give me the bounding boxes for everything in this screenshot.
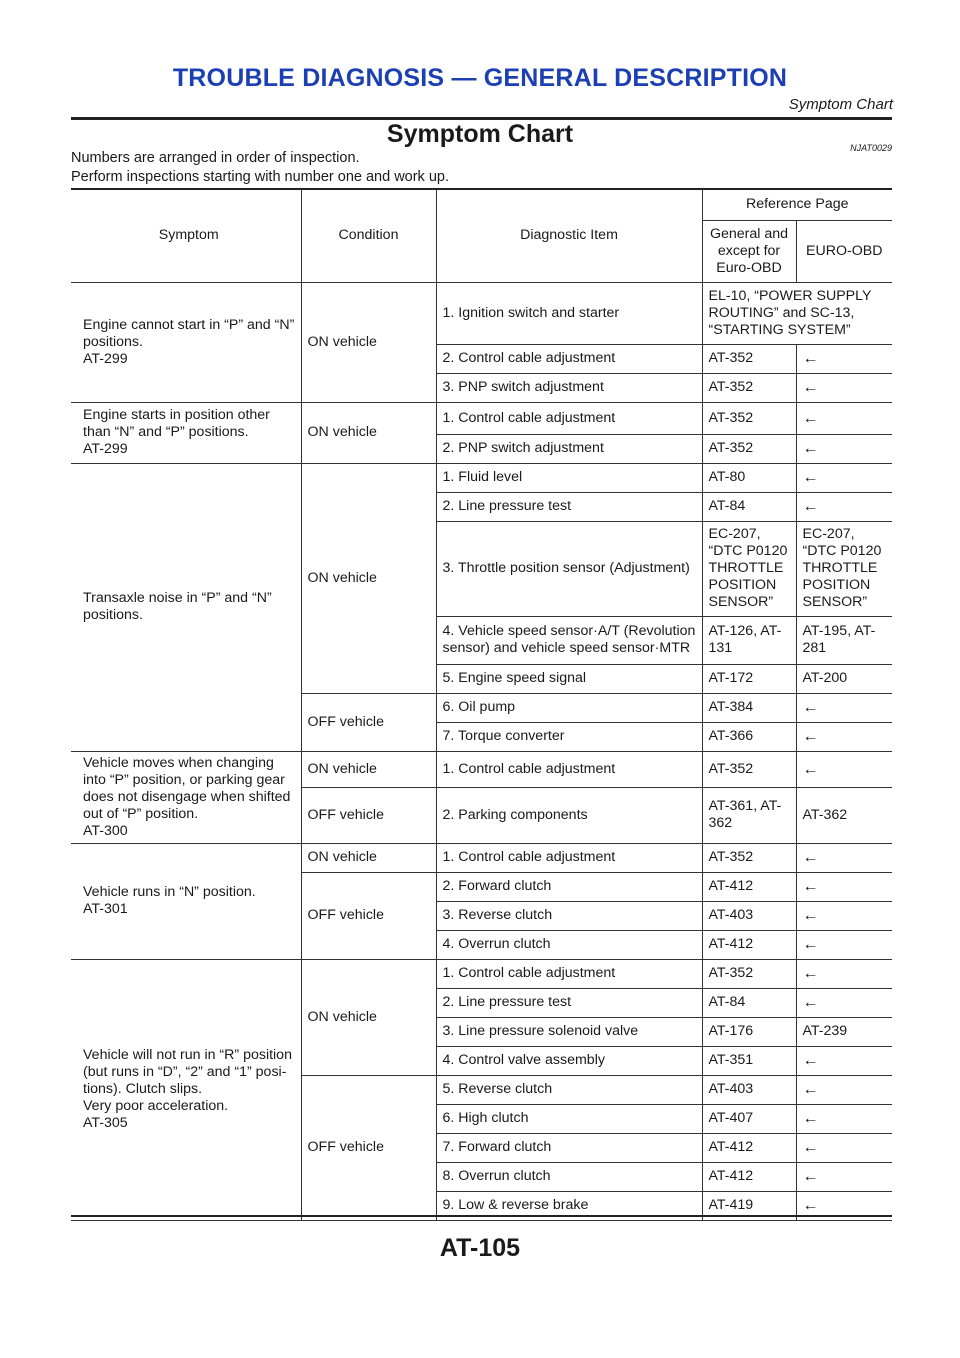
general-ref-cell: AT-80 [702,463,796,492]
general-ref-cell: EC-207, “DTC P0120 THROTTLE POSITION SENSOR” [702,521,796,616]
euro-obd-ref-cell: AT-200 [796,664,892,693]
euro-obd-ref-cell: ← [796,901,892,930]
euro-obd-ref-cell: ← [796,434,892,463]
diagnostic-item-cell: 1. Control cable adjustment [436,959,702,988]
general-ref-cell: AT-412 [702,1162,796,1191]
diagnostic-item-cell: 4. Vehicle speed sensor·A/T (Revolution sensor) and vehicle speed sensor·MTR [436,616,702,664]
diagnostic-item-cell: 5. Engine speed signal [436,664,702,693]
diagnostic-item-cell: 1. Control cable adjustment [436,751,702,787]
euro-obd-ref-cell: ← [796,492,892,521]
condition-cell: ON vehicle [301,959,436,1075]
symptom-cell: Engine starts in position other than “N” and “P” positions. AT-299 [71,402,301,463]
general-ref-cell: AT-366 [702,722,796,751]
diagnostic-item-cell: 1. Ignition switch and starter [436,282,702,344]
diagnostic-item-cell: 9. Low & reverse brake [436,1191,702,1220]
diagnostic-item-cell: 5. Reverse clutch [436,1075,702,1104]
diagnostic-item-cell: 1. Fluid level [436,463,702,492]
euro-obd-ref-cell: ← [796,988,892,1017]
general-ref-cell: AT-176 [702,1017,796,1046]
diagnostic-item-cell: 3. Throttle position sensor (Adjustment) [436,521,702,616]
header-condition: Condition [301,190,436,282]
general-ref-cell: AT-412 [702,1133,796,1162]
general-ref-cell: AT-352 [702,959,796,988]
diagnostic-item-cell: 2. PNP switch adjustment [436,434,702,463]
diagnostic-item-cell: 2. Parking components [436,787,702,843]
diagnostic-item-cell: 2. Line pressure test [436,492,702,521]
general-ref-cell: AT-407 [702,1104,796,1133]
general-ref-cell: AT-352 [702,344,796,373]
euro-obd-ref-cell: ← [796,1104,892,1133]
diagnostic-item-cell: 1. Control cable adjustment [436,402,702,434]
diagnostic-item-cell: 2. Control cable adjustment [436,344,702,373]
table-row [71,959,892,988]
euro-obd-ref-cell: AT-362 [796,787,892,843]
euro-obd-ref-cell: ← [796,1075,892,1104]
diagnostic-item-cell: 6. High clutch [436,1104,702,1133]
general-ref-cell: AT-403 [702,1075,796,1104]
section-title: Symptom Chart [386,120,574,148]
condition-cell: OFF vehicle [301,787,436,843]
general-ref-cell: AT-126, AT-131 [702,616,796,664]
euro-obd-ref-cell: ← [796,872,892,901]
table-row [71,282,892,344]
condition-cell: OFF vehicle [301,693,436,751]
general-ref-cell: AT-403 [702,901,796,930]
euro-obd-ref-cell: ← [796,843,892,872]
symptom-cell: Vehicle moves when changing into “P” position, or parking gear does not disengage when shifted out of “P” position. AT-300 [71,751,301,843]
diagnostic-item-cell: 4. Control valve assembly [436,1046,702,1075]
diagnostic-item-cell: 2. Forward clutch [436,872,702,901]
euro-obd-ref-cell: ← [796,1133,892,1162]
general-ref-cell: AT-361, AT-362 [702,787,796,843]
general-ref-cell: AT-412 [702,930,796,959]
general-ref-cell: AT-352 [702,843,796,872]
diagnostic-item-cell: 2. Line pressure test [436,988,702,1017]
euro-obd-ref-cell: ← [796,463,892,492]
condition-cell: ON vehicle [301,463,436,693]
symptom-cell: Vehicle will not run in “R” position (but runs in “D”, “2” and “1” posi-tions). Clutch slips. Very poor acceleration. AT-305 [71,959,301,1220]
euro-obd-ref-cell: ← [796,722,892,751]
table-row [71,843,892,872]
symptom-cell: Vehicle runs in “N” position. AT-301 [71,843,301,959]
euro-obd-ref-cell: ← [796,402,892,434]
euro-obd-ref-cell: EC-207, “DTC P0120 THROTTLE POSITION SENSOR” [796,521,892,616]
general-ref-cell: AT-84 [702,988,796,1017]
general-ref-cell: AT-351 [702,1046,796,1075]
diagnostic-item-cell: 6. Oil pump [436,693,702,722]
diagnostic-item-cell: 3. Line pressure solenoid valve [436,1017,702,1046]
table-row [71,402,892,434]
table-bottom-rule [71,1215,892,1217]
condition-cell: ON vehicle [301,751,436,787]
page-number: AT-105 [439,1234,521,1262]
diagnostic-item-cell: 1. Control cable adjustment [436,843,702,872]
intro-line-1: Numbers are arranged in order of inspection. [71,150,360,166]
condition-cell: ON vehicle [301,282,436,402]
condition-cell: OFF vehicle [301,1075,436,1220]
general-ref-cell: AT-412 [702,872,796,901]
header-reference-page: Reference Page [702,190,892,220]
diagnostic-item-cell: 3. Reverse clutch [436,901,702,930]
condition-cell: OFF vehicle [301,872,436,959]
euro-obd-ref-cell: AT-195, AT-281 [796,616,892,664]
euro-obd-ref-cell: ← [796,1162,892,1191]
euro-obd-ref-cell: ← [796,693,892,722]
euro-obd-ref-cell: ← [796,751,892,787]
header-general: General and except for Euro-OBD [702,220,796,282]
symptom-chart-body [71,282,892,1220]
general-ref-cell: AT-352 [702,434,796,463]
power-supply-reference-cell: EL-10, “POWER SUPPLY ROUTING” and SC-13, “STARTING SYSTEM” [702,282,892,344]
euro-obd-ref-cell: ← [796,344,892,373]
header-symptom: Symptom [71,190,301,282]
general-ref-cell: AT-172 [702,664,796,693]
euro-obd-ref-cell: ← [796,1046,892,1075]
general-ref-cell: AT-352 [702,373,796,402]
table-row [71,751,892,787]
running-section-label: Symptom Chart [788,96,893,113]
header-diagnostic-item: Diagnostic Item [436,190,702,282]
diagnostic-item-cell: 3. PNP switch adjustment [436,373,702,402]
diagnostic-item-cell: 8. Overrun clutch [436,1162,702,1191]
general-ref-cell: AT-352 [702,751,796,787]
euro-obd-ref-cell: AT-239 [796,1017,892,1046]
general-ref-cell: AT-419 [702,1191,796,1220]
general-ref-cell: AT-352 [702,402,796,434]
euro-obd-ref-cell: ← [796,930,892,959]
intro-line-2: Perform inspections starting with number one and work up. [71,169,449,185]
condition-cell: ON vehicle [301,843,436,872]
condition-cell: ON vehicle [301,402,436,463]
page-banner-title: TROUBLE DIAGNOSIS — GENERAL DESCRIPTION [172,64,788,92]
euro-obd-ref-cell: ← [796,373,892,402]
diagnostic-item-cell: 7. Torque converter [436,722,702,751]
general-ref-cell: AT-84 [702,492,796,521]
symptom-chart-table [71,190,892,1221]
symptom-cell: Engine cannot start in “P” and “N” positions. AT-299 [71,282,301,402]
euro-obd-ref-cell: ← [796,959,892,988]
table-row [71,463,892,492]
symptom-cell: Transaxle noise in “P” and “N” positions. [71,463,301,751]
diagnostic-item-cell: 4. Overrun clutch [436,930,702,959]
general-ref-cell: AT-384 [702,693,796,722]
header-euro-obd: EURO-OBD [796,220,892,282]
diagnostic-item-cell: 7. Forward clutch [436,1133,702,1162]
euro-obd-ref-cell: ← [796,1191,892,1220]
section-code: NJAT0029 [850,143,892,153]
